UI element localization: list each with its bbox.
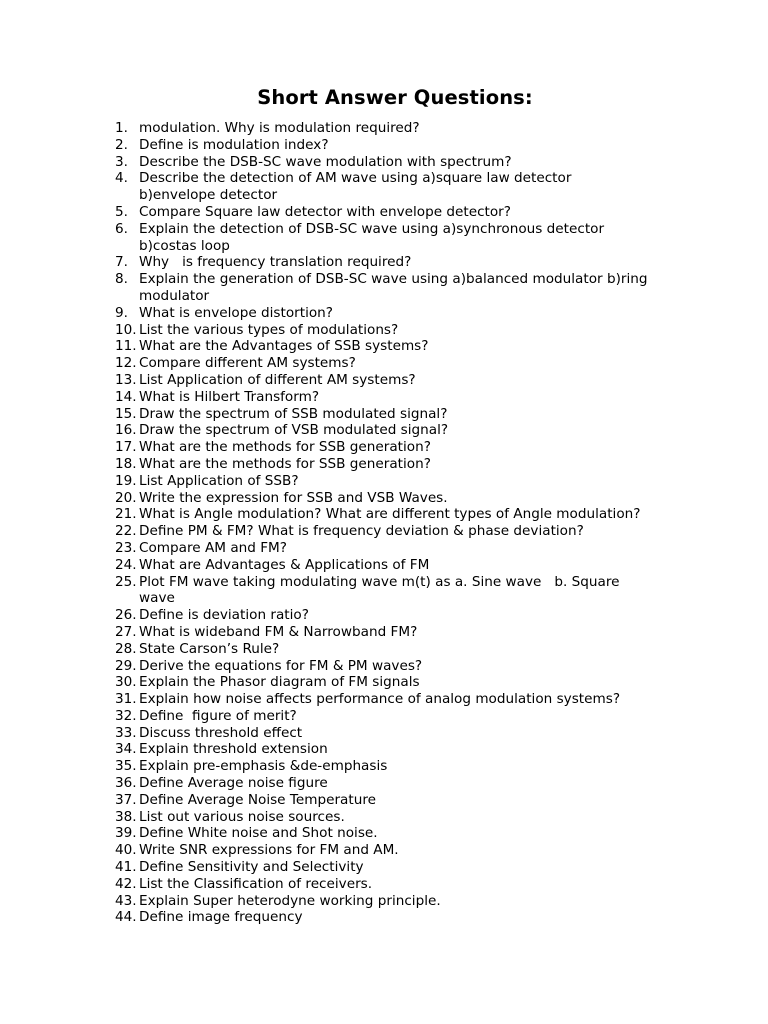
question-item (115, 137, 685, 154)
question-text-line: Write the expression for SSB and VSB Waves. (139, 489, 448, 506)
question-text-line: Derive the equations for FM & PM waves? (139, 657, 423, 674)
question-number: 28. (115, 640, 137, 657)
question-item (115, 540, 685, 557)
question-text (139, 809, 685, 826)
question-text-line: modulation. Why is modulation required? (139, 120, 420, 136)
question-text (139, 154, 685, 171)
question-number: 38. (115, 808, 137, 825)
question-text-line: Define is modulation index? (139, 136, 329, 153)
question-number: 5. (115, 203, 128, 220)
question-text-line: Describe the detection of AM wave using a)square law detector (139, 170, 572, 187)
question-item (115, 506, 685, 523)
question-number: 15. (115, 405, 137, 422)
question-item (115, 641, 685, 658)
question-text-line: List Application of different AM systems? (139, 371, 416, 388)
question-number: 7. (115, 254, 128, 271)
question-item (115, 557, 685, 574)
question-text-line: modulator (139, 287, 210, 304)
question-number: 6. (115, 220, 128, 237)
question-text-line: Define PM & FM? What is frequency deviation & phase deviation? (139, 523, 584, 540)
question-number: 34. (115, 741, 137, 758)
question-text (139, 439, 685, 456)
question-number: 11. (115, 338, 137, 355)
question-item (115, 490, 685, 507)
question-number: 37. (115, 791, 137, 808)
question-item (115, 909, 685, 926)
question-text (139, 691, 685, 708)
question-text (139, 271, 685, 305)
question-text-line: State Carson’s Rule? (139, 640, 280, 657)
question-text-line: b)envelope detector (139, 187, 278, 204)
question-text-line: What is Angle modulation? What are different types of Angle modulation? (139, 506, 641, 523)
question-item (115, 271, 685, 305)
question-text (139, 221, 685, 255)
question-text-line: Why is frequency translation required? (139, 254, 412, 271)
question-list (115, 120, 685, 926)
question-text (139, 607, 685, 624)
question-text (139, 204, 685, 221)
question-text-line: List the Classification of receivers. (139, 875, 373, 892)
question-text-line: Define figure of merit? (139, 707, 297, 724)
question-number: 18. (115, 455, 137, 472)
question-item (115, 120, 685, 137)
question-item (115, 389, 685, 406)
question-text-line: Define White noise and Shot noise. (139, 825, 378, 842)
question-number: 21. (115, 506, 137, 523)
question-text-line: Plot FM wave taking modulating wave m(t) as a. Sine wave b. Square (139, 573, 620, 590)
question-number: 35. (115, 758, 137, 775)
question-number: 19. (115, 472, 137, 489)
question-text-line: What are the methods for SSB generation? (139, 439, 431, 456)
question-text-line: What are the methods for SSB generation? (139, 455, 431, 472)
question-item (115, 305, 685, 322)
question-text (139, 624, 685, 641)
question-number: 27. (115, 623, 137, 640)
question-text-line: Explain the Phasor diagram of FM signals (139, 674, 420, 691)
question-number: 20. (115, 489, 137, 506)
question-item (115, 758, 685, 775)
question-text-line: Define image frequency (139, 909, 303, 926)
question-number: 23. (115, 539, 137, 556)
question-number: 43. (115, 892, 137, 909)
question-text (139, 557, 685, 574)
question-number: 14. (115, 388, 137, 405)
question-item (115, 355, 685, 372)
question-number: 31. (115, 691, 137, 708)
question-item (115, 338, 685, 355)
question-item (115, 523, 685, 540)
question-item (115, 725, 685, 742)
question-item (115, 741, 685, 758)
question-text (139, 473, 685, 490)
question-text (139, 540, 685, 557)
question-text-line: Compare AM and FM? (139, 539, 287, 556)
question-number: 13. (115, 371, 137, 388)
question-item (115, 456, 685, 473)
question-text-line: Describe the DSB-SC wave modulation with spectrum? (139, 153, 512, 170)
question-text (139, 322, 685, 339)
question-item (115, 893, 685, 910)
question-item (115, 322, 685, 339)
question-text-line: Explain pre-emphasis &de-emphasis (139, 758, 388, 775)
question-item (115, 473, 685, 490)
question-item (115, 422, 685, 439)
question-text (139, 338, 685, 355)
question-text-line: Explain how noise affects performance of analog modulation systems? (139, 691, 621, 708)
question-text (139, 674, 685, 691)
question-number: 39. (115, 825, 137, 842)
question-text (139, 574, 685, 608)
question-text-line: What is wideband FM & Narrowband FM? (139, 623, 418, 640)
question-item (115, 809, 685, 826)
question-text-line: Draw the spectrum of VSB modulated signal? (139, 422, 449, 439)
question-text-line: wave (139, 590, 175, 607)
question-item (115, 658, 685, 675)
question-item (115, 825, 685, 842)
question-text (139, 490, 685, 507)
question-item (115, 439, 685, 456)
question-text (139, 523, 685, 540)
question-text-line: Explain Super heterodyne working principle. (139, 892, 441, 909)
question-text-line: Define Average noise figure (139, 775, 328, 792)
question-number: 12. (115, 355, 137, 372)
question-number: 1. (115, 120, 128, 136)
question-number: 16. (115, 422, 137, 439)
question-item (115, 574, 685, 608)
question-text (139, 825, 685, 842)
question-number: 2. (115, 136, 128, 153)
question-item (115, 674, 685, 691)
page-title: Short Answer Questions: (257, 86, 533, 109)
question-number: 44. (115, 909, 137, 926)
question-text (139, 506, 685, 523)
question-text-line: Write SNR expressions for FM and AM. (139, 842, 399, 859)
question-text (139, 741, 685, 758)
question-number: 22. (115, 523, 137, 540)
question-text (139, 120, 685, 137)
question-number: 41. (115, 859, 137, 876)
question-item (115, 691, 685, 708)
question-text (139, 406, 685, 423)
question-text (139, 708, 685, 725)
question-text (139, 254, 685, 271)
question-number: 4. (115, 170, 128, 187)
question-number: 42. (115, 875, 137, 892)
question-number: 26. (115, 607, 137, 624)
question-item (115, 254, 685, 271)
question-item (115, 842, 685, 859)
question-text-line: What is Hilbert Transform? (139, 388, 320, 405)
question-text (139, 305, 685, 322)
question-text (139, 725, 685, 742)
question-text-line: Explain threshold extension (139, 741, 328, 758)
question-text-line: Compare Square law detector with envelope detector? (139, 203, 511, 220)
question-text (139, 456, 685, 473)
question-number: 3. (115, 153, 128, 170)
question-item (115, 859, 685, 876)
question-item (115, 607, 685, 624)
question-number: 8. (115, 271, 128, 288)
question-text-line: Compare different AM systems? (139, 355, 356, 372)
question-item (115, 170, 685, 204)
question-text (139, 137, 685, 154)
question-text (139, 792, 685, 809)
question-text (139, 422, 685, 439)
question-item (115, 624, 685, 641)
question-text (139, 389, 685, 406)
question-text-line: What are the Advantages of SSB systems? (139, 338, 429, 355)
question-text-line: List Application of SSB? (139, 472, 299, 489)
question-number: 36. (115, 775, 137, 792)
question-text (139, 658, 685, 675)
question-text-line: Explain the generation of DSB-SC wave using a)balanced modulator b)ring (139, 271, 648, 288)
question-text (139, 758, 685, 775)
question-text (139, 876, 685, 893)
question-number: 32. (115, 707, 137, 724)
question-item (115, 792, 685, 809)
question-number: 10. (115, 321, 137, 338)
question-number: 33. (115, 724, 137, 741)
question-number: 40. (115, 842, 137, 859)
question-item (115, 876, 685, 893)
question-item (115, 204, 685, 221)
question-number: 17. (115, 439, 137, 456)
question-number: 25. (115, 573, 137, 590)
question-text-line: Draw the spectrum of SSB modulated signal? (139, 405, 448, 422)
question-item (115, 775, 685, 792)
question-text-line: Discuss threshold effect (139, 724, 303, 741)
question-text (139, 170, 685, 204)
question-text-line: Define Sensitivity and Selectivity (139, 859, 364, 876)
question-number: 30. (115, 674, 137, 691)
question-item (115, 708, 685, 725)
question-text-line: Define Average Noise Temperature (139, 791, 376, 808)
question-text-line: What are Advantages & Applications of FM (139, 556, 430, 573)
question-text (139, 909, 685, 926)
question-number: 29. (115, 657, 137, 674)
question-text (139, 775, 685, 792)
question-text (139, 355, 685, 372)
question-item (115, 406, 685, 423)
question-text (139, 372, 685, 389)
question-text-line: List out various noise sources. (139, 808, 345, 825)
question-number: 24. (115, 556, 137, 573)
question-text-line: Explain the detection of DSB-SC wave using a)synchronous detector (139, 220, 605, 237)
question-text-line: b)costas loop (139, 237, 230, 254)
question-text (139, 641, 685, 658)
question-item (115, 372, 685, 389)
question-text-line: Define is deviation ratio? (139, 607, 309, 624)
question-text-line: What is envelope distortion? (139, 304, 333, 321)
question-text-line: List the various types of modulations? (139, 321, 399, 338)
question-text (139, 893, 685, 910)
question-item (115, 154, 685, 171)
question-item (115, 221, 685, 255)
question-text (139, 859, 685, 876)
question-text (139, 842, 685, 859)
question-number: 9. (115, 304, 128, 321)
